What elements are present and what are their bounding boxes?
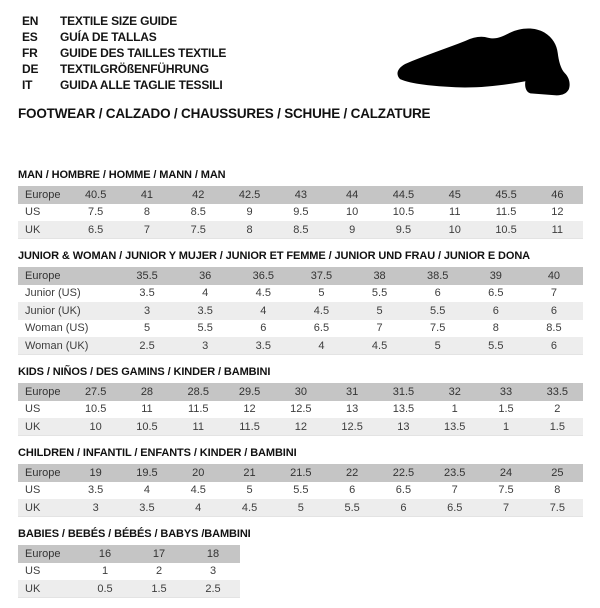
language-list	[22, 13, 226, 93]
table-row	[18, 221, 583, 239]
row-label: Woman (US)	[25, 322, 89, 335]
size-cell: 6.5	[313, 322, 330, 335]
language-code: FR	[22, 46, 38, 60]
size-cell: 46	[532, 186, 583, 204]
table-row	[18, 482, 583, 500]
size-cell: 1	[480, 418, 531, 436]
size-cell: 21.5	[275, 464, 326, 482]
size-cell: 1	[451, 403, 458, 416]
size-cell: 2	[155, 565, 163, 578]
size-cell: 41	[121, 186, 172, 204]
size-cell: 3.5	[234, 337, 292, 355]
size-cell: 45.5	[480, 186, 531, 204]
size-cell: 19.5	[121, 464, 172, 482]
size-cell: 4.5	[255, 287, 271, 300]
size-cell: 5.5	[467, 337, 525, 355]
row-label: Europe	[18, 383, 70, 401]
size-cell: 5.5	[197, 322, 213, 335]
language-row	[22, 29, 226, 45]
size-cell: 27.5	[70, 383, 121, 401]
row-label: UK	[18, 418, 70, 436]
size-tables	[18, 168, 583, 608]
size-cell: 3.5	[176, 302, 234, 320]
size-cell: 3	[176, 337, 234, 355]
size-cell: 10.5	[480, 221, 531, 239]
size-cell: 8.5	[190, 206, 206, 219]
size-cell: 28.5	[173, 383, 224, 401]
size-cell: 1.5	[498, 403, 514, 416]
size-cell: 7.5	[498, 484, 514, 497]
row-label: US	[25, 484, 41, 497]
size-cell: 8	[224, 221, 275, 239]
size-cell: 12.5	[326, 418, 377, 436]
size-table-children	[18, 464, 583, 517]
size-cell: 4	[234, 302, 292, 320]
row-label: Junior (US)	[25, 287, 81, 300]
size-cell: 7	[550, 287, 557, 300]
size-cell: 5	[246, 484, 253, 497]
section-title-junior-woman: JUNIOR & WOMAN / JUNIOR Y MUJER / JUNIOR ET FEMME / JUNIOR UND FRAU / JUNIOR E DONA	[18, 250, 531, 262]
size-cell: 31.5	[378, 383, 429, 401]
size-cell: 3	[209, 565, 217, 578]
size-cell: 6.5	[488, 287, 504, 300]
language-label: GUÍA DE TALLAS	[60, 30, 157, 44]
table-row	[18, 204, 583, 222]
size-cell: 11	[173, 418, 224, 436]
table-row	[18, 320, 583, 338]
size-cell: 33	[480, 383, 531, 401]
size-cell: 5	[275, 499, 326, 517]
size-cell: 4.5	[224, 499, 275, 517]
size-cell: 13.5	[429, 418, 480, 436]
row-label: Europe	[18, 545, 78, 563]
table-row	[18, 302, 583, 320]
size-cell: 4.5	[190, 484, 206, 497]
category-header: FOOTWEAR / CALZADO / CHAUSSURES / SCHUHE / CALZATURE	[18, 106, 431, 121]
size-cell: 17	[132, 545, 186, 563]
table-row	[18, 337, 583, 355]
size-cell: 38	[351, 267, 409, 285]
size-cell: 13	[346, 403, 359, 416]
language-row	[22, 45, 226, 61]
size-cell: 6	[434, 287, 441, 300]
table-row	[18, 285, 583, 303]
size-table-babies	[18, 545, 240, 598]
table-row	[18, 383, 583, 401]
table-row	[18, 464, 583, 482]
size-cell: 3	[70, 499, 121, 517]
size-cell: 8	[554, 484, 561, 497]
size-cell: 42	[173, 186, 224, 204]
size-cell: 20	[173, 464, 224, 482]
size-cell: 4.5	[292, 302, 350, 320]
section-title-kids: KIDS / NIÑOS / DES GAMINS / KINDER / BAMBINI	[18, 366, 271, 378]
size-cell: 9	[326, 221, 377, 239]
size-cell: 2	[554, 403, 561, 416]
row-label: UK	[18, 580, 78, 598]
size-cell: 6	[349, 484, 356, 497]
row-label: US	[25, 565, 41, 578]
size-cell: 7.5	[173, 221, 224, 239]
size-table-junior-woman	[18, 267, 583, 355]
size-cell: 36.5	[234, 267, 292, 285]
size-cell: 4	[143, 484, 150, 497]
size-cell: 3.5	[139, 287, 155, 300]
table-row	[18, 401, 583, 419]
size-cell: 13.5	[392, 403, 415, 416]
size-cell: 1.5	[132, 580, 186, 598]
size-cell: 0.5	[78, 580, 132, 598]
row-label: US	[25, 206, 41, 219]
size-cell: 25	[532, 464, 583, 482]
size-cell: 10	[429, 221, 480, 239]
size-cell: 28	[121, 383, 172, 401]
size-cell: 11	[449, 206, 461, 219]
size-cell: 5.5	[326, 499, 377, 517]
size-cell: 5	[144, 322, 151, 335]
size-cell: 35.5	[118, 267, 176, 285]
size-cell: 8	[143, 206, 150, 219]
table-row	[18, 418, 583, 436]
size-cell: 10	[346, 206, 359, 219]
section-title-children: CHILDREN / INFANTIL / ENFANTS / KINDER / BAMBINI	[18, 447, 297, 459]
language-code: DE	[22, 62, 39, 76]
size-cell: 4	[202, 287, 209, 300]
size-cell: 6	[525, 337, 583, 355]
table-row	[18, 545, 240, 563]
size-cell: 29.5	[224, 383, 275, 401]
size-cell: 1	[101, 565, 109, 578]
size-cell: 32	[429, 383, 480, 401]
size-cell: 6.5	[429, 499, 480, 517]
size-cell: 36	[176, 267, 234, 285]
size-cell: 30	[275, 383, 326, 401]
size-cell: 1.5	[532, 418, 583, 436]
size-cell: 39	[467, 267, 525, 285]
table-row	[18, 580, 240, 598]
size-cell: 12	[551, 206, 564, 219]
size-cell: 12	[243, 403, 256, 416]
row-label: UK	[18, 221, 70, 239]
size-cell: 44.5	[378, 186, 429, 204]
size-cell: 6	[525, 302, 583, 320]
size-cell: 31	[326, 383, 377, 401]
language-label: GUIDA ALLE TAGLIE TESSILI	[60, 78, 223, 92]
size-cell: 3.5	[88, 484, 104, 497]
size-cell: 19	[70, 464, 121, 482]
size-table-kids	[18, 383, 583, 436]
shoe-icon	[393, 28, 585, 98]
language-row	[22, 77, 226, 93]
size-cell: 8	[492, 322, 499, 335]
table-row	[18, 499, 583, 517]
size-cell: 16	[78, 545, 132, 563]
language-label: TEXTILGRÖßENFÜHRUNG	[60, 62, 209, 76]
size-cell: 10.5	[121, 418, 172, 436]
row-label: UK	[18, 499, 70, 517]
size-cell: 37.5	[292, 267, 350, 285]
row-label: Europe	[18, 186, 70, 204]
size-cell: 6.5	[395, 484, 412, 497]
size-cell: 3.5	[121, 499, 172, 517]
size-cell: 7	[376, 322, 383, 335]
size-cell: 7	[121, 221, 172, 239]
size-cell: 23.5	[429, 464, 480, 482]
size-cell: 40.5	[70, 186, 121, 204]
size-cell: 5.5	[409, 302, 467, 320]
size-cell: 5.5	[371, 287, 388, 300]
size-cell: 9.5	[378, 221, 429, 239]
row-label: Junior (UK)	[18, 302, 118, 320]
row-label: Woman (UK)	[18, 337, 118, 355]
size-cell: 3	[118, 302, 176, 320]
size-cell: 7.5	[532, 499, 583, 517]
language-row	[22, 13, 226, 29]
language-row	[22, 61, 226, 77]
size-cell: 7	[480, 499, 531, 517]
size-cell: 11.5	[187, 403, 209, 416]
size-cell: 44	[326, 186, 377, 204]
size-cell: 42.5	[224, 186, 275, 204]
size-cell: 11.5	[224, 418, 275, 436]
size-cell: 11	[141, 403, 153, 416]
size-cell: 6.5	[70, 221, 121, 239]
row-label: Europe	[18, 267, 118, 285]
size-cell: 21	[224, 464, 275, 482]
table-row	[18, 267, 583, 285]
size-cell: 5	[351, 302, 409, 320]
size-cell: 5.5	[293, 484, 309, 497]
size-cell: 2.5	[186, 580, 240, 598]
size-cell: 11	[532, 221, 583, 239]
size-cell: 43	[275, 186, 326, 204]
size-cell: 12.5	[290, 403, 312, 416]
size-cell: 4	[292, 337, 350, 355]
row-label: US	[25, 403, 41, 416]
size-cell: 22	[326, 464, 377, 482]
size-cell: 33.5	[532, 383, 583, 401]
language-code: IT	[22, 78, 33, 92]
size-cell: 12	[275, 418, 326, 436]
size-cell: 5	[318, 287, 325, 300]
language-code: ES	[22, 30, 38, 44]
section-title-man: MAN / HOMBRE / HOMME / MANN / MAN	[18, 169, 226, 181]
size-cell: 11.5	[495, 206, 517, 219]
section-title-babies: BABIES / BEBÉS / BÉBÉS / BABYS /BAMBINI	[18, 528, 251, 540]
size-cell: 40	[525, 267, 583, 285]
size-cell: 7.5	[430, 322, 446, 335]
row-label: Europe	[18, 464, 70, 482]
table-row	[18, 186, 583, 204]
size-table-man	[18, 186, 583, 239]
size-cell: 8.5	[546, 322, 562, 335]
size-cell: 9.5	[293, 206, 309, 219]
size-cell: 45	[429, 186, 480, 204]
size-cell: 9	[246, 206, 253, 219]
table-row	[18, 563, 240, 581]
size-cell: 7	[451, 484, 458, 497]
size-cell: 24	[480, 464, 531, 482]
size-cell: 6	[260, 322, 267, 335]
size-cell: 22.5	[378, 464, 429, 482]
size-cell: 7.5	[88, 206, 104, 219]
size-cell: 38.5	[409, 267, 467, 285]
size-cell: 2.5	[118, 337, 176, 355]
language-label: GUIDE DES TAILLES TEXTILE	[60, 46, 227, 60]
size-cell: 10	[70, 418, 121, 436]
size-cell: 8.5	[275, 221, 326, 239]
size-cell: 4	[173, 499, 224, 517]
size-cell: 18	[186, 545, 240, 563]
size-cell: 6	[378, 499, 429, 517]
size-cell: 4.5	[351, 337, 409, 355]
language-label: TEXTILE SIZE GUIDE	[60, 14, 178, 28]
size-cell: 6	[467, 302, 525, 320]
size-cell: 10.5	[84, 403, 107, 416]
language-code: EN	[22, 14, 39, 28]
size-cell: 10.5	[392, 206, 415, 219]
size-cell: 5	[409, 337, 467, 355]
size-cell: 13	[378, 418, 429, 436]
